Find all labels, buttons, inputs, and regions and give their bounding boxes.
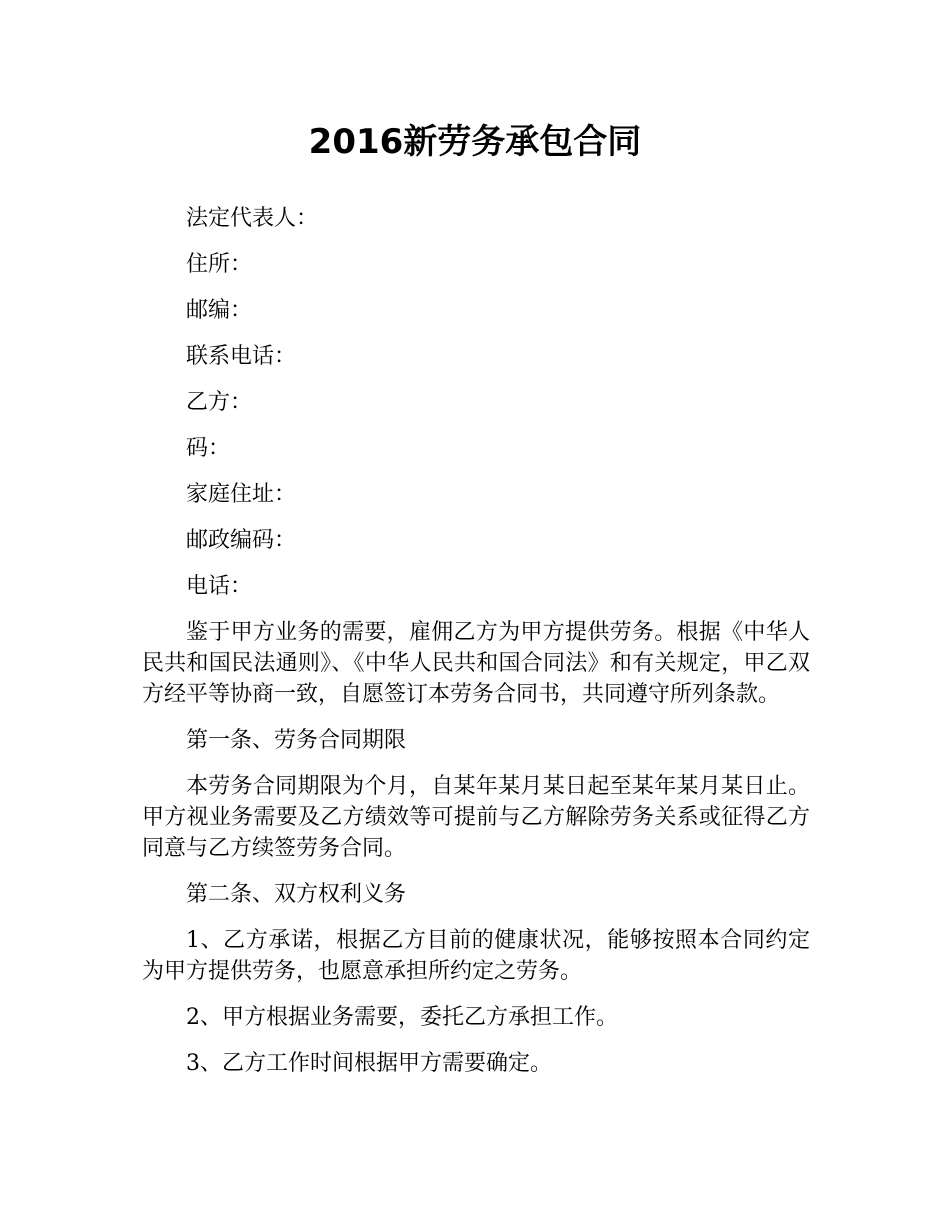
document-title: 2016新劳务承包合同 <box>308 122 642 162</box>
paragraph-term: 本劳务合同期限为个月，自某年某月某日起至某年某月某日止。甲方视业务需要及乙方绩效等可提前与乙方解除劳务关系或征得乙方同意与乙方续签劳务合同。 <box>142 774 810 861</box>
section-heading-1: 第一条、劳务合同期限 <box>186 728 407 753</box>
field-home-address: 家庭住址： <box>186 482 297 507</box>
field-postcode: 邮编： <box>186 298 253 323</box>
field-address: 住所： <box>186 252 253 277</box>
clause-2: 2、甲方根据业务需要，委托乙方承担工作。 <box>186 1005 618 1030</box>
field-code: 码： <box>186 436 231 461</box>
field-legal-representative: 法定代表人： <box>186 206 319 231</box>
paragraph-preamble: 鉴于甲方业务的需要，雇佣乙方为甲方提供劳务。根据《中华人民共和国民法通则》、《中华人民共和国合同法》和有关规定，甲乙双方经平等协商一致，自愿签订本劳务合同书，共同遵守所列条款。 <box>142 620 810 707</box>
clause-1: 1、乙方承诺，根据乙方目前的健康状况，能够按照本合同约定为甲方提供劳务，也愿意承担所约定之劳务。 <box>142 928 810 984</box>
section-heading-2: 第二条、双方权利义务 <box>186 882 407 907</box>
field-party-b: 乙方： <box>186 390 253 415</box>
field-telephone: 电话： <box>186 574 253 599</box>
field-phone: 联系电话： <box>186 344 297 369</box>
field-postal-code: 邮政编码： <box>186 528 297 553</box>
clause-3: 3、乙方工作时间根据甲方需要确定。 <box>186 1051 552 1076</box>
document-body <box>142 203 810 1094</box>
